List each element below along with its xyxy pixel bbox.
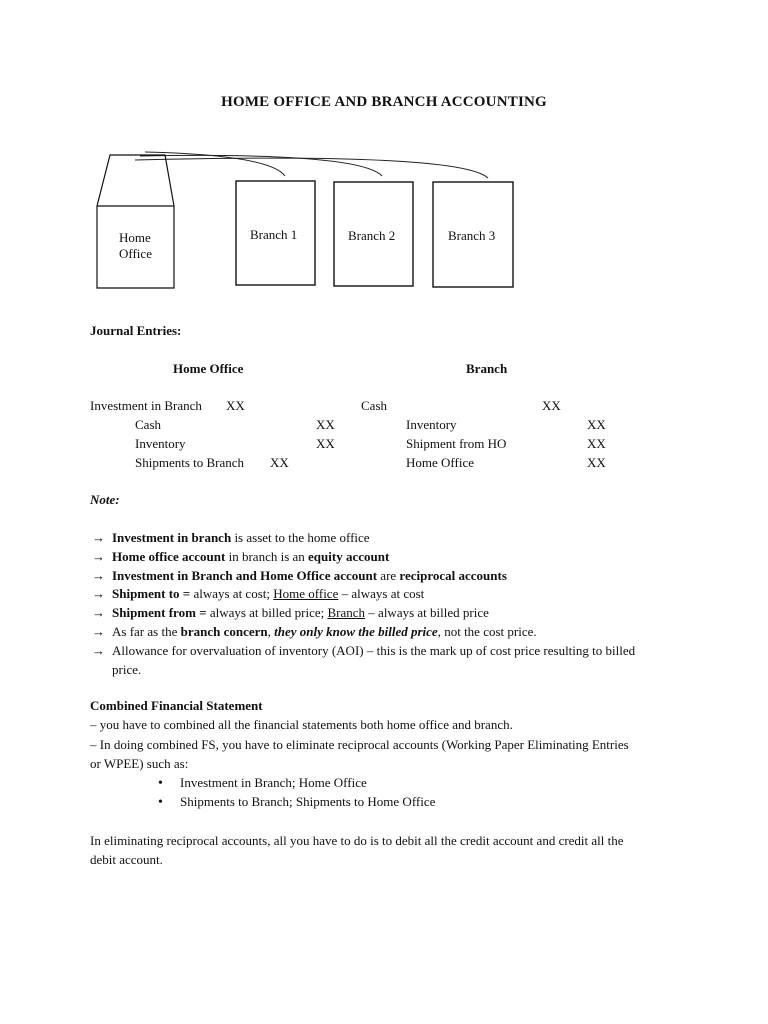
arrow-icon: → xyxy=(92,643,105,658)
home-office-label: Home Office xyxy=(119,230,152,261)
note-line-7: → Allowance for overvaluation of inventory (AOI) – this is the mark up of cost price resulting to billed xyxy=(92,643,636,658)
combined-para-1: – you have to combined all the financial statements both home office and branch. xyxy=(90,717,513,732)
ho-entry-amount: XX xyxy=(316,417,335,432)
br-entry-account: Shipment from HO xyxy=(406,436,507,451)
branch-1-label: Branch 1 xyxy=(250,227,298,242)
note-line-6: → As far as the branch concern, they only know the billed price, not the cost price. xyxy=(92,624,537,639)
bullet-icon: • xyxy=(158,795,163,810)
note-line-5: → Shipment from = always at billed price; Branch – always at billed price xyxy=(92,605,489,620)
branch-column-title: Branch xyxy=(466,361,508,376)
ho-entry-account: Investment in Branch xyxy=(90,398,202,413)
list-item: • Investment in Branch; Home Office xyxy=(158,775,367,791)
arrow-icon: → xyxy=(92,586,105,601)
note-line-2: → Home office account in branch is an equity account xyxy=(92,549,390,564)
ho-entry-account: Cash xyxy=(135,417,161,432)
br-entry-amount: XX xyxy=(587,436,606,451)
combined-heading: Combined Financial Statement xyxy=(90,698,263,713)
closing-para-cont: debit account. xyxy=(90,852,163,867)
combined-para-2: – In doing combined FS, you have to eliminate reciprocal accounts (Working Paper Eliminating Entries xyxy=(90,737,629,752)
br-entry-account: Cash xyxy=(361,398,387,413)
ho-entry-amount: XX xyxy=(226,398,245,413)
journal-heading: Journal Entries: xyxy=(90,323,182,338)
note-heading: Note: xyxy=(90,492,120,507)
branch-3-label: Branch 3 xyxy=(448,228,496,243)
note-line-7-cont: price. xyxy=(112,662,142,677)
branch-diagram xyxy=(0,0,768,300)
arrow-icon: → xyxy=(92,605,105,620)
ho-entry-amount: XX xyxy=(316,436,335,451)
arrow-icon: → xyxy=(92,530,105,545)
combined-para-2-cont: or WPEE) such as: xyxy=(90,756,189,771)
br-entry-amount: XX xyxy=(587,455,606,470)
note-line-3: → Investment in Branch and Home Office account are reciprocal accounts xyxy=(92,568,507,583)
arrow-icon: → xyxy=(92,568,105,583)
note-line-4: → Shipment to = always at cost; Home office – always at cost xyxy=(92,586,425,601)
br-entry-account: Inventory xyxy=(406,417,457,432)
page-title: HOME OFFICE AND BRANCH ACCOUNTING xyxy=(221,94,547,110)
list-item: • Shipments to Branch; Shipments to Home Office xyxy=(158,794,436,810)
bullet-icon: • xyxy=(158,776,163,791)
note-line-1: → Investment in branch is asset to the home office xyxy=(92,530,370,545)
arrow-icon: → xyxy=(92,549,105,564)
br-entry-amount: XX xyxy=(587,417,606,432)
connector-branch-3 xyxy=(135,158,488,178)
ho-entry-amount: XX xyxy=(270,455,289,470)
arrow-icon: → xyxy=(92,624,105,639)
branch-2-label: Branch 2 xyxy=(348,228,396,243)
home-office-column-title: Home Office xyxy=(173,361,244,376)
br-entry-account: Home Office xyxy=(406,455,474,470)
home-office-shape xyxy=(97,155,174,288)
ho-entry-account: Inventory xyxy=(135,436,186,451)
br-entry-amount: XX xyxy=(542,398,561,413)
closing-para: In eliminating reciprocal accounts, all you have to do is to debit all the credit account and credit all the xyxy=(90,833,624,848)
ho-entry-account: Shipments to Branch xyxy=(135,455,245,470)
